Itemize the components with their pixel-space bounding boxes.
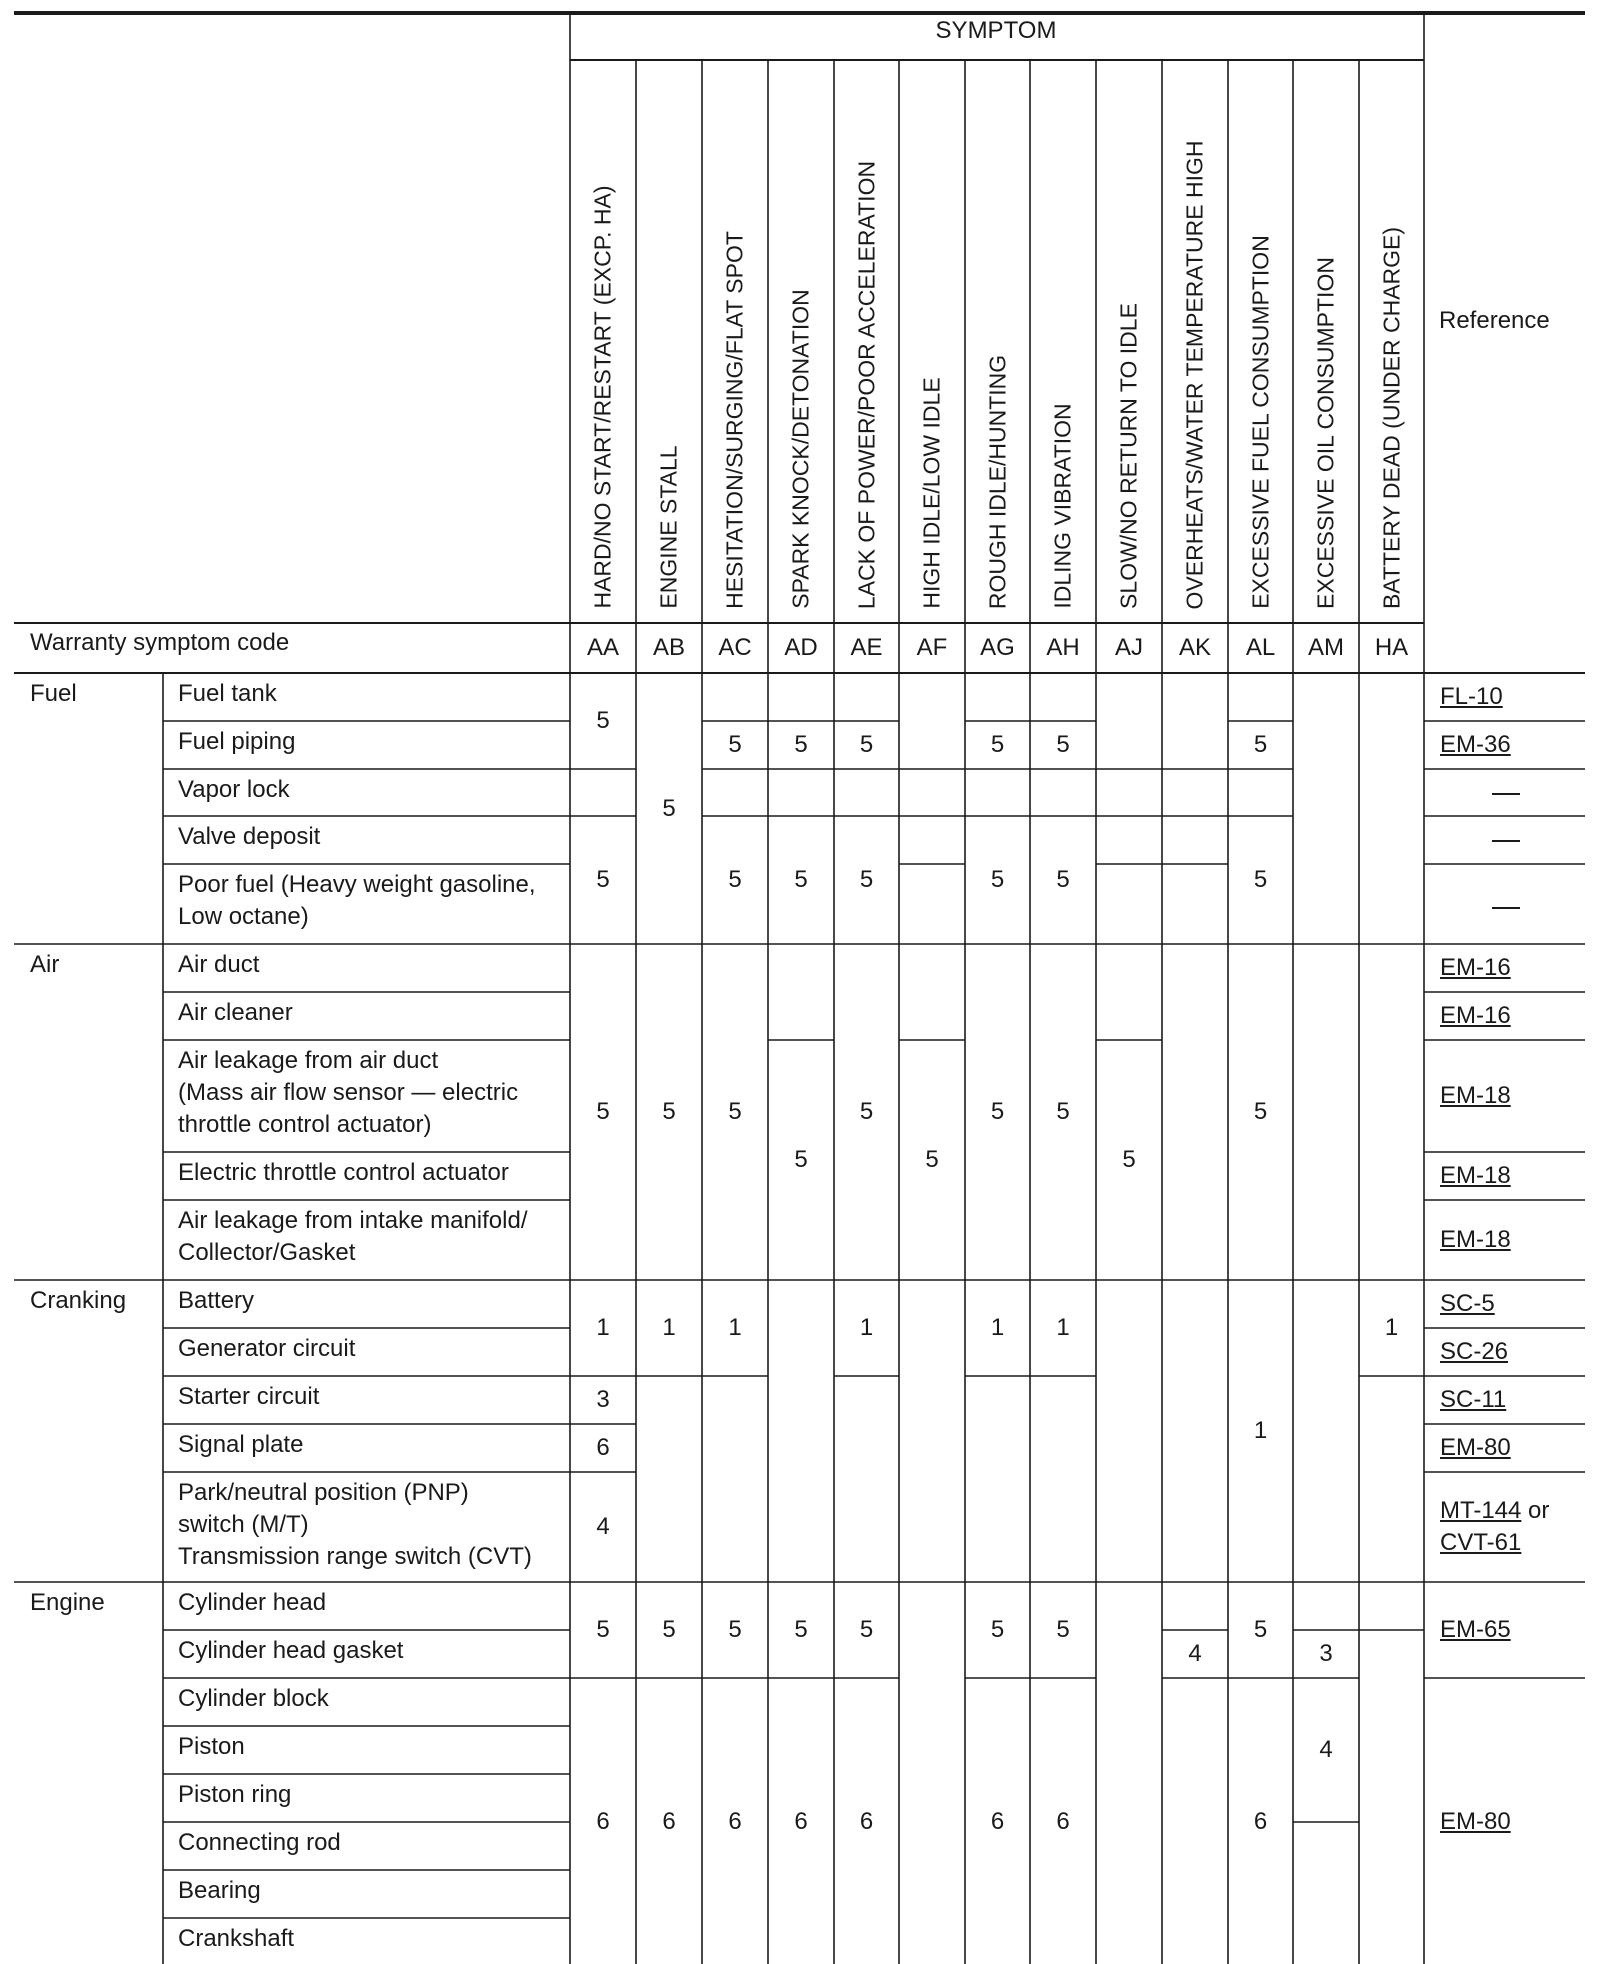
symptom-priority-value: 5: [596, 707, 610, 734]
item-label: Fuel piping: [178, 728, 296, 755]
reference-dash: [1492, 907, 1520, 909]
item-label: Collector/Gasket: [178, 1239, 356, 1266]
reference-link[interactable]: EM-18: [1440, 1226, 1511, 1253]
reference-cell: [1440, 1080, 1511, 1112]
symptom-priority-value: 5: [1056, 866, 1070, 893]
symptom-priority-value: 1: [990, 1314, 1005, 1341]
warranty-code: AM: [1308, 634, 1344, 661]
reference-cell: [1440, 1000, 1511, 1032]
symptom-priority-value: 6: [859, 1808, 874, 1835]
item-label: (Mass air flow sensor — electric: [178, 1079, 519, 1106]
item-label: Fuel tank: [178, 680, 277, 707]
symptom-priority-value: 5: [728, 1098, 742, 1125]
group-label: Fuel: [30, 680, 77, 707]
symptom-column-header: BATTERY DEAD (UNDER CHARGE): [1378, 226, 1404, 609]
symptom-priority-value: 6: [1056, 1808, 1070, 1835]
item-label: Air duct: [178, 951, 260, 978]
symptom-priority-value: 5: [859, 731, 874, 758]
item-label: Poor fuel (Heavy weight gasoline,: [178, 871, 536, 898]
symptom-priority-value: 5: [794, 1616, 808, 1643]
group-label: Cranking: [30, 1287, 127, 1314]
symptom-priority-value: 5: [596, 866, 610, 893]
reference-cell: [1440, 1806, 1511, 1838]
reference-cell: [1440, 952, 1511, 984]
reference-link[interactable]: EM-80: [1440, 1808, 1511, 1835]
symptom-priority-value: 5: [859, 1098, 874, 1125]
warranty-code: AE: [850, 634, 883, 661]
reference-cell: [1440, 1288, 1495, 1320]
reference-cell: [1440, 1224, 1511, 1256]
symptom-priority-value: 3: [1319, 1640, 1333, 1667]
symptom-priority-value: 5: [794, 731, 808, 758]
symptom-title: SYMPTOM: [935, 17, 1057, 44]
symptom-priority-value: 6: [596, 1808, 610, 1835]
item-label: Air leakage from air duct: [178, 1047, 439, 1074]
symptom-priority-value: 1: [1384, 1314, 1399, 1341]
symptom-priority-value: 5: [859, 866, 874, 893]
item-label: Crankshaft: [178, 1925, 295, 1952]
item-label: Piston ring: [178, 1781, 292, 1808]
reference-dash: [1492, 840, 1520, 842]
symptom-priority-value: 6: [596, 1434, 610, 1461]
symptom-priority-value: 6: [1253, 1808, 1268, 1835]
symptom-column-header: IDLING VIBRATION: [1049, 403, 1076, 609]
symptom-priority-value: 6: [728, 1808, 742, 1835]
warranty-code: HA: [1374, 634, 1409, 661]
item-label: throttle control actuator): [178, 1111, 432, 1138]
item-label: Piston: [178, 1733, 245, 1760]
symptom-column-header: HIGH IDLE/LOW IDLE: [918, 377, 945, 609]
item-label: Generator circuit: [178, 1335, 356, 1362]
symptom-priority-value: 5: [1253, 1098, 1268, 1125]
warranty-code: AK: [1178, 634, 1211, 661]
item-label: Cylinder head gasket: [178, 1637, 404, 1664]
item-label: Transmission range switch (CVT): [178, 1543, 532, 1570]
warranty-code: AC: [718, 634, 752, 661]
symptom-priority-value: 5: [990, 1098, 1005, 1125]
item-label: Battery: [178, 1287, 255, 1314]
reference-link[interactable]: EM-16: [1440, 954, 1511, 981]
symptom-column-header: EXCESSIVE FUEL CONSUMPTION: [1247, 235, 1273, 609]
reference-cell: [1440, 681, 1503, 713]
reference-cell: [1440, 1384, 1506, 1416]
reference-link[interactable]: CVT-61: [1440, 1529, 1522, 1556]
symptom-priority-value: 4: [1319, 1736, 1333, 1763]
reference-link[interactable]: MT-144: [1440, 1497, 1522, 1524]
reference-link[interactable]: SC-26: [1440, 1338, 1509, 1365]
item-label: Valve deposit: [178, 823, 321, 850]
warranty-code: AH: [1046, 634, 1080, 661]
symptom-priority-value: 1: [859, 1314, 874, 1341]
symptom-column-header: HARD/NO START/RESTART (EXCP. HA): [589, 185, 616, 609]
reference-cell: [1440, 1432, 1511, 1464]
symptom-priority-value: 5: [990, 1616, 1005, 1643]
reference-link[interactable]: EM-18: [1440, 1082, 1511, 1109]
symptom-priority-value: 5: [1253, 1616, 1268, 1643]
reference-cell: [1440, 1495, 1549, 1559]
reference-cell: [1440, 729, 1511, 761]
item-label: Cylinder block: [178, 1685, 329, 1712]
reference-link[interactable]: EM-18: [1440, 1162, 1511, 1189]
symptom-priority-value: 3: [596, 1386, 610, 1413]
group-label: Engine: [30, 1589, 105, 1616]
symptom-priority-value: 4: [1188, 1640, 1202, 1667]
symptom-priority-value: 6: [794, 1808, 808, 1835]
symptom-priority-value: 5: [794, 1146, 808, 1173]
item-label: switch (M/T): [178, 1511, 309, 1538]
reference-link[interactable]: EM-36: [1440, 731, 1511, 758]
item-label: Connecting rod: [178, 1829, 341, 1856]
symptom-priority-value: 5: [662, 794, 676, 822]
warranty-code: AB: [652, 634, 685, 661]
symptom-priority-value: 5: [596, 1098, 610, 1125]
item-label: Signal plate: [178, 1431, 304, 1458]
symptom-column-header: EXCESSIVE OIL CONSUMPTION: [1312, 257, 1339, 609]
symptom-column-header: LACK OF POWER/POOR ACCELERATION: [853, 160, 879, 609]
warranty-code: AD: [784, 634, 818, 661]
warranty-code: AL: [1245, 634, 1276, 661]
symptom-priority-value: 5: [1056, 1616, 1070, 1643]
symptom-priority-value: 1: [728, 1314, 742, 1341]
symptom-priority-value: 5: [794, 866, 808, 893]
reference-link[interactable]: EM-65: [1440, 1616, 1511, 1643]
symptom-priority-value: 5: [1056, 731, 1070, 758]
reference-cell: [1440, 1160, 1511, 1192]
symptom-priority-value: 5: [1122, 1146, 1136, 1173]
symptom-priority-value: 1: [596, 1314, 610, 1341]
reference-link[interactable]: EM-80: [1440, 1434, 1511, 1461]
group-label: Air: [30, 951, 60, 978]
warranty-code: AA: [586, 634, 619, 661]
item-label: Vapor lock: [178, 776, 290, 803]
symptom-priority-value: 1: [662, 1314, 676, 1341]
symptom-priority-value: 5: [728, 1616, 742, 1643]
symptom-priority-value: 5: [596, 1616, 610, 1643]
item-label: Cylinder head: [178, 1589, 327, 1616]
item-label: Electric throttle control actuator: [178, 1159, 509, 1186]
symptom-priority-value: 5: [1253, 866, 1268, 893]
symptom-priority-value: 5: [728, 866, 742, 893]
symptom-column-header: SPARK KNOCK/DETONATION: [787, 289, 814, 609]
symptom-column-header: HESITATION/SURGING/FLAT SPOT: [721, 231, 748, 609]
symptom-column-header: ROUGH IDLE/HUNTING: [984, 354, 1010, 609]
symptom-priority-value: 5: [925, 1146, 939, 1173]
warranty-code: AG: [980, 634, 1015, 661]
reference-title: Reference: [1439, 307, 1550, 334]
symptom-priority-value: 6: [990, 1808, 1005, 1835]
symptom-priority-value: 1: [1253, 1417, 1268, 1444]
reference-dash: [1492, 793, 1520, 795]
symptom-priority-value: 1: [1056, 1314, 1070, 1341]
reference-text: or: [1521, 1497, 1550, 1524]
reference-link[interactable]: SC-5: [1440, 1290, 1495, 1317]
symptom-priority-value: 5: [1253, 731, 1268, 758]
symptom-column-header: OVERHEATS/WATER TEMPERATURE HIGH: [1181, 140, 1208, 609]
item-label: Air cleaner: [178, 999, 293, 1026]
symptom-priority-value: 4: [596, 1513, 610, 1540]
symptom-priority-value: 5: [662, 1616, 676, 1643]
item-label: Bearing: [178, 1877, 261, 1904]
symptom-priority-value: 5: [728, 731, 742, 758]
reference-link[interactable]: EM-16: [1440, 1002, 1511, 1029]
warranty-code: AF: [916, 634, 948, 661]
symptom-priority-value: 6: [662, 1808, 676, 1835]
symptom-priority-value: 5: [662, 1098, 676, 1125]
reference-cell: [1440, 1336, 1508, 1368]
symptom-priority-value: 5: [859, 1616, 874, 1643]
item-label: Park/neutral position (PNP): [178, 1479, 469, 1506]
reference-link[interactable]: FL-10: [1440, 683, 1503, 710]
item-label: Air leakage from intake manifold/: [178, 1207, 528, 1234]
reference-link[interactable]: SC-11: [1440, 1386, 1507, 1413]
symptom-column-header: ENGINE STALL: [655, 445, 682, 609]
symptom-priority-value: 5: [990, 866, 1005, 893]
item-label: Low octane): [178, 903, 309, 930]
symptom-column-header: SLOW/NO RETURN TO IDLE: [1115, 303, 1142, 609]
warranty-code: AJ: [1114, 634, 1143, 661]
symptom-priority-value: 5: [1056, 1098, 1070, 1125]
item-label: Starter circuit: [178, 1383, 320, 1410]
symptom-priority-value: 5: [990, 731, 1005, 758]
reference-cell: [1440, 1614, 1511, 1646]
warranty-symptom-code-label: Warranty symptom code: [30, 629, 290, 656]
